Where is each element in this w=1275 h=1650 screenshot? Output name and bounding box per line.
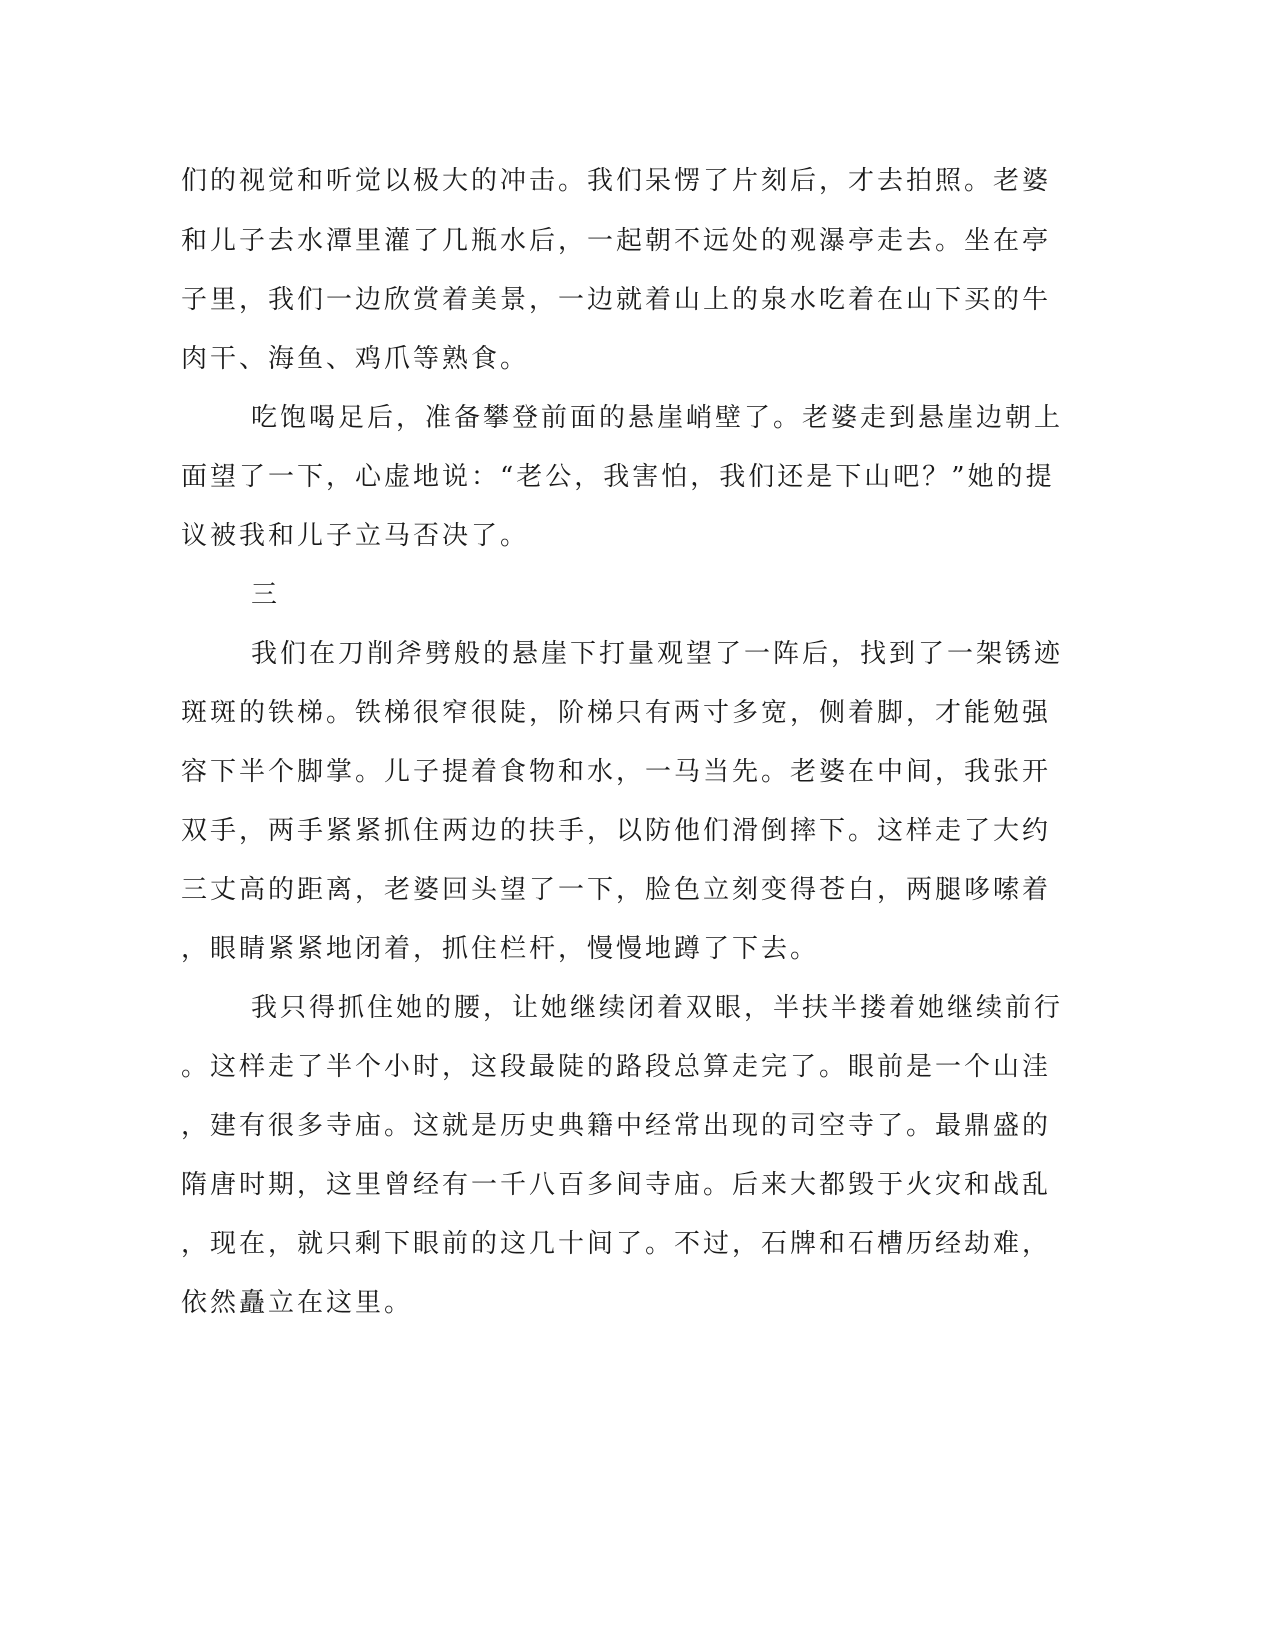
text-line: 三丈高的距离，老婆回头望了一下，脸色立刻变得苍白，两腿哆嗦着 [181, 875, 1052, 905]
text-line: 子里，我们一边欣赏着美景，一边就着山上的泉水吃着在山下买的牛 [181, 285, 1052, 315]
text-line: 容下半个脚掌。儿子提着食物和水，一马当先。老婆在中间，我张开 [181, 757, 1052, 787]
text-line: ，眼睛紧紧地闭着，抓住栏杆，慢慢地蹲了下去。 [181, 934, 820, 964]
text-line: 面望了一下，心虚地说：“老公，我害怕，我们还是下山吧？”她的提 [181, 462, 1055, 492]
text-line: 肉干、海鱼、鸡爪等熟食。 [181, 344, 530, 374]
text-line: 双手，两手紧紧抓住两边的扶手，以防他们滑倒摔下。这样走了大约 [181, 816, 1052, 846]
text-line: 我们在刀削斧劈般的悬崖下打量观望了一阵后，找到了一架锈迹 [251, 639, 1064, 669]
text-line: 们的视觉和听觉以极大的冲击。我们呆愣了片刻后，才去拍照。老婆 [181, 166, 1052, 196]
section-number: 三 [251, 580, 281, 610]
text-line: ，建有很多寺庙。这就是历史典籍中经常出现的司空寺了。最鼎盛的 [181, 1111, 1052, 1141]
text-line: 我只得抓住她的腰，让她继续闭着双眼，半扶半搂着她继续前行 [251, 993, 1064, 1023]
text-line: 和儿子去水潭里灌了几瓶水后，一起朝不远处的观瀑亭走去。坐在亭 [181, 226, 1052, 256]
text-line: ，现在，就只剩下眼前的这几十间了。不过，石牌和石槽历经劫难， [181, 1229, 1052, 1259]
text-line: 议被我和儿子立马否决了。 [181, 521, 530, 551]
text-line: 吃饱喝足后，准备攀登前面的悬崖峭壁了。老婆走到悬崖边朝上 [251, 403, 1064, 433]
text-line: 依然矗立在这里。 [181, 1288, 414, 1318]
text-line: 斑斑的铁梯。铁梯很窄很陡，阶梯只有两寸多宽，侧着脚，才能勉强 [181, 698, 1052, 728]
text-line: 隋唐时期，这里曾经有一千八百多间寺庙。后来大都毁于火灾和战乱 [181, 1170, 1052, 1200]
text-line: 。这样走了半个小时，这段最陡的路段总算走完了。眼前是一个山洼 [181, 1052, 1052, 1082]
